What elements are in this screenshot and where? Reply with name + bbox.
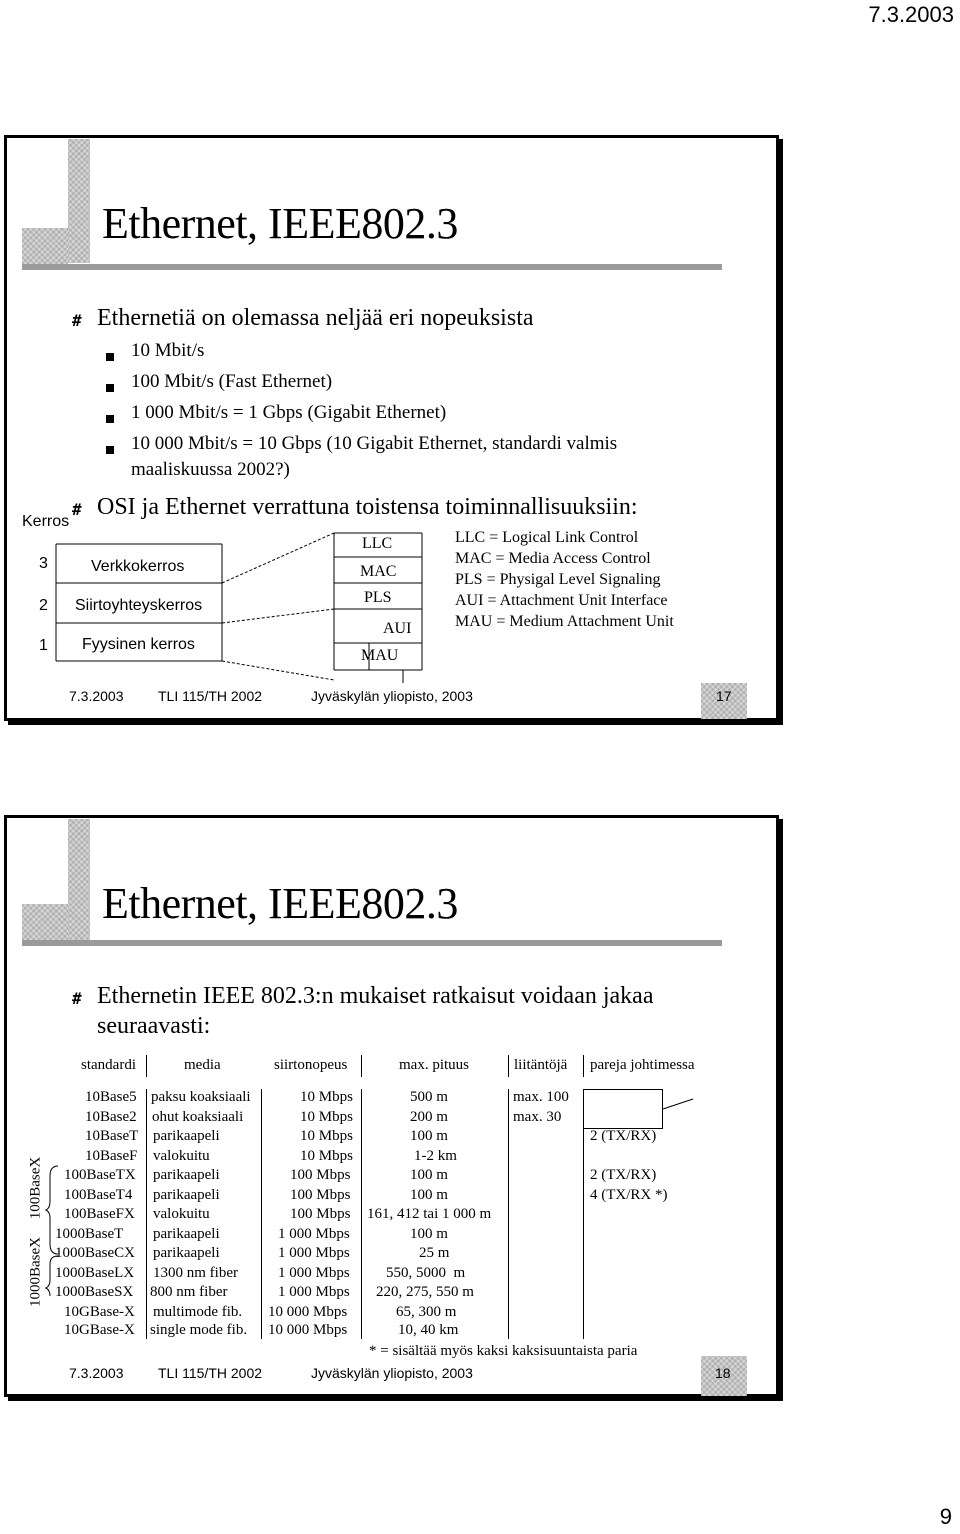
column-separator bbox=[146, 1089, 147, 1339]
cell-length: 100 m bbox=[410, 1226, 448, 1242]
table-header-pareja: pareja johtimessa bbox=[590, 1057, 695, 1073]
cell-length: 100 m bbox=[410, 1128, 448, 1144]
cell-standardi: 10BaseT bbox=[85, 1128, 139, 1144]
legend-mac: MAC = Media Access Control bbox=[455, 550, 651, 567]
bullet-hash-icon: # bbox=[72, 311, 82, 330]
cell-length: 550, 5000 m bbox=[386, 1265, 466, 1281]
slide-18-title-rule bbox=[22, 940, 722, 946]
osi-ethernet-diagram bbox=[0, 0, 960, 720]
sub-bullet-1: 10 Mbit/s bbox=[131, 340, 205, 361]
cell-speed: 100 Mbps bbox=[290, 1206, 351, 1222]
cell-liitantoja: max. 30 bbox=[513, 1109, 562, 1125]
cell-length: 100 m bbox=[410, 1167, 448, 1183]
slide-17-number: 17 bbox=[716, 688, 732, 704]
cell-speed: 10 000 Mbps bbox=[268, 1304, 348, 1320]
slide-17-footer-univ: Jyväskylän yliopisto, 2003 bbox=[311, 688, 473, 704]
stack-mau: MAU bbox=[361, 647, 399, 664]
cell-media: valokuitu bbox=[153, 1148, 210, 1164]
cell-standardi: 10Base2 bbox=[85, 1109, 137, 1125]
liitantoja-connector bbox=[583, 1089, 703, 1149]
stack-mac: MAC bbox=[360, 563, 397, 580]
sub-bullet-4-cont: maaliskuussa 2002?) bbox=[131, 459, 290, 480]
cell-standardi: 1000BaseSX bbox=[55, 1284, 134, 1300]
slide-17-bullet-2: OSI ja Ethernet verrattuna toistensa toiminnallisuuksiin: bbox=[97, 494, 638, 520]
cell-standardi: 1000BaseCX bbox=[55, 1245, 135, 1261]
sub-bullet-3: 1 000 Mbit/s = 1 Gbps (Gigabit Ethernet) bbox=[131, 402, 447, 423]
table-footnote: * = sisältää myös kaksi kaksisuuntaista paria bbox=[369, 1343, 638, 1359]
cell-speed: 10 000 Mbps bbox=[268, 1322, 348, 1338]
slide-18-footer-date: 7.3.2003 bbox=[69, 1365, 124, 1381]
stack-pls: PLS bbox=[364, 589, 392, 606]
layer-name-verkkokerros: Verkkokerros bbox=[91, 558, 185, 575]
cell-media: paksu koaksiaali bbox=[151, 1089, 251, 1105]
sub-bullet-4: 10 000 Mbit/s = 10 Gbps (10 Gigabit Ethernet, standardi valmis bbox=[131, 433, 618, 454]
cell-speed: 1 000 Mbps bbox=[278, 1226, 350, 1242]
slide-17-footer-date: 7.3.2003 bbox=[69, 688, 124, 704]
page-header-date: 7.3.2003 bbox=[868, 2, 954, 27]
cell-media: parikaapeli bbox=[153, 1128, 220, 1144]
cell-speed: 100 Mbps bbox=[290, 1187, 351, 1203]
group-brace bbox=[44, 1162, 64, 1302]
cell-speed: 1 000 Mbps bbox=[278, 1265, 350, 1281]
header-separator bbox=[583, 1055, 584, 1077]
header-separator bbox=[508, 1055, 509, 1077]
header-separator bbox=[361, 1055, 362, 1077]
cell-pareja: 2 (TX/RX) bbox=[590, 1128, 657, 1144]
group-label-100basex: 100BaseX bbox=[27, 1156, 44, 1220]
cell-length: 25 m bbox=[419, 1245, 450, 1261]
cell-standardi: 10GBase-X bbox=[64, 1322, 135, 1338]
bullet-hash-icon: # bbox=[72, 989, 82, 1008]
sub-bullet-2: 100 Mbit/s (Fast Ethernet) bbox=[131, 371, 333, 392]
cell-speed: 1 000 Mbps bbox=[278, 1284, 350, 1300]
column-separator bbox=[508, 1089, 509, 1339]
cell-length: 220, 275, 550 m bbox=[376, 1284, 474, 1300]
stack-llc: LLC bbox=[362, 535, 393, 552]
cell-liitantoja: max. 100 bbox=[513, 1089, 569, 1105]
cell-media: ohut koaksiaali bbox=[152, 1109, 244, 1125]
cell-standardi: 1000BaseT bbox=[55, 1226, 124, 1242]
legend-pls: PLS = Physigal Level Signaling bbox=[455, 571, 661, 588]
legend-llc: LLC = Logical Link Control bbox=[455, 529, 639, 546]
cell-media: valokuitu bbox=[153, 1206, 210, 1222]
table-header-siirtonopeus: siirtonopeus bbox=[274, 1057, 348, 1073]
bullet-hash-icon: # bbox=[72, 500, 82, 519]
cell-speed: 10 Mbps bbox=[300, 1148, 353, 1164]
table-header-media: media bbox=[184, 1057, 221, 1073]
cell-speed: 10 Mbps bbox=[300, 1089, 353, 1105]
cell-media: 800 nm fiber bbox=[150, 1284, 228, 1300]
cell-pareja: 2 (TX/RX) bbox=[590, 1167, 657, 1183]
cell-length: 161, 412 tai 1 000 m bbox=[367, 1206, 492, 1222]
slide-18-footer-univ: Jyväskylän yliopisto, 2003 bbox=[311, 1365, 473, 1381]
cell-length: 1-2 km bbox=[414, 1148, 457, 1164]
layer-name-fyysinen: Fyysinen kerros bbox=[82, 636, 195, 653]
header-separator bbox=[146, 1055, 147, 1077]
table-header-max-pituus: max. pituus bbox=[399, 1057, 469, 1073]
table-header-liitantoja: liitäntöjä bbox=[514, 1057, 568, 1073]
cell-speed: 10 Mbps bbox=[300, 1128, 353, 1144]
cell-standardi: 10BaseF bbox=[85, 1148, 138, 1164]
column-separator bbox=[361, 1089, 362, 1339]
slide-18-title-decor-tall bbox=[68, 819, 90, 943]
layer-name-siirtoyhteyskerros: Siirtoyhteyskerros bbox=[75, 597, 203, 614]
kerros-label: Kerros bbox=[22, 513, 70, 530]
stack-aui: AUI bbox=[383, 620, 412, 637]
cell-standardi: 10Base5 bbox=[85, 1089, 137, 1105]
slide-18-bullet-line-2: seuraavasti: bbox=[97, 1013, 211, 1039]
cell-standardi: 100BaseT4 bbox=[64, 1187, 133, 1203]
cell-speed: 10 Mbps bbox=[300, 1109, 353, 1125]
cell-length: 500 m bbox=[410, 1089, 448, 1105]
cell-pareja: 4 (TX/RX *) bbox=[590, 1187, 668, 1203]
table-header-standardi: standardi bbox=[81, 1057, 136, 1073]
legend-aui: AUI = Attachment Unit Interface bbox=[455, 592, 668, 609]
column-separator bbox=[261, 1089, 262, 1339]
cell-media: parikaapeli bbox=[153, 1245, 220, 1261]
cell-media: 1300 nm fiber bbox=[153, 1265, 238, 1281]
legend-mau: MAU = Medium Attachment Unit bbox=[455, 613, 674, 630]
layer-number-3: 3 bbox=[39, 555, 48, 572]
layer-number-1: 1 bbox=[39, 637, 48, 654]
slide-18-title: Ethernet, IEEE802.3 bbox=[102, 879, 458, 928]
slide-17-title: Ethernet, IEEE802.3 bbox=[102, 199, 458, 248]
layer-number-2: 2 bbox=[39, 597, 48, 614]
slide-18-footer-course: TLI 115/TH 2002 bbox=[158, 1365, 263, 1381]
slide-17-footer-course: TLI 115/TH 2002 bbox=[158, 688, 263, 704]
cell-length: 200 m bbox=[410, 1109, 448, 1125]
cell-media: parikaapeli bbox=[153, 1226, 220, 1242]
slide-18-bullet-line-1: Ethernetin IEEE 802.3:n mukaiset ratkaisut voidaan jakaa bbox=[97, 983, 654, 1009]
cell-speed: 100 Mbps bbox=[290, 1167, 351, 1183]
cell-media: parikaapeli bbox=[153, 1187, 220, 1203]
group-label-1000basex: 1000BaseX bbox=[27, 1237, 44, 1307]
cell-length: 100 m bbox=[410, 1187, 448, 1203]
cell-speed: 1 000 Mbps bbox=[278, 1245, 350, 1261]
cell-length: 10, 40 km bbox=[398, 1322, 459, 1338]
slide-17-bullet-1: Ethernetiä on olemassa neljää eri nopeuksista bbox=[97, 305, 534, 331]
cell-media: parikaapeli bbox=[153, 1167, 220, 1183]
cell-media: multimode fib. bbox=[153, 1304, 243, 1320]
cell-standardi: 10GBase-X bbox=[64, 1304, 135, 1320]
cell-standardi: 100BaseFX bbox=[64, 1206, 135, 1222]
slide-18-number: 18 bbox=[715, 1365, 731, 1381]
page-number: 9 bbox=[939, 1504, 952, 1529]
cell-media: single mode fib. bbox=[150, 1322, 248, 1338]
cell-standardi: 1000BaseLX bbox=[55, 1265, 135, 1281]
cell-standardi: 100BaseTX bbox=[64, 1167, 136, 1183]
cell-length: 65, 300 m bbox=[396, 1304, 457, 1320]
